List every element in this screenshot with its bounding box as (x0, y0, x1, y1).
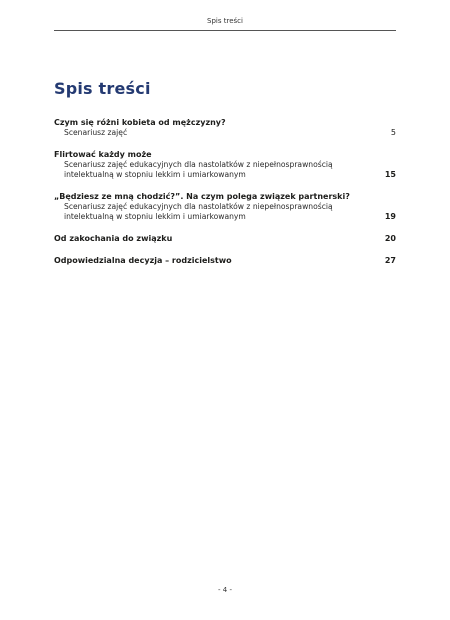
toc-entry-subtitle: Scenariusz zajęć edukacyjnych dla nastolatków z niepełnosprawnością (64, 160, 333, 169)
toc-entry-title: Od zakochania do związku (54, 234, 173, 243)
toc-entry-subtitle-line (54, 128, 396, 138)
toc-entry-subtitle-line (54, 202, 396, 212)
toc-entry-title: „Będziesz ze mną chodzić?”. Na czym polega związek partnerski? (54, 192, 350, 201)
toc-entry-page-number: 27 (384, 256, 396, 265)
toc-entry-title: Flirtować każdy może (54, 150, 152, 159)
toc-entry-page-number: 5 (390, 128, 396, 137)
header-rule (54, 30, 396, 31)
toc-title: Spis treści (54, 79, 151, 98)
toc-entry-title-line (54, 234, 396, 244)
toc-entry-title: Czym się różni kobieta od mężczyzny? (54, 118, 226, 127)
toc-list (54, 118, 396, 278)
toc-entry-title: Odpowiedzialna decyzja – rodzicielstwo (54, 256, 232, 265)
toc-entry[interactable] (54, 256, 396, 266)
toc-entry-title-line (54, 192, 396, 202)
toc-entry-subtitle: Scenariusz zajęć (64, 128, 128, 137)
toc-entry-page-number: 20 (384, 234, 396, 243)
toc-entry-subtitle: intelektualną w stopniu lekkim i umiarkowanym (64, 212, 246, 221)
toc-entry[interactable] (54, 234, 396, 244)
toc-entry-title-line (54, 256, 396, 266)
toc-entry-subtitle: Scenariusz zajęć edukacyjnych dla nastolatków z niepełnosprawnością (64, 202, 333, 211)
toc-entry-subtitle: intelektualną w stopniu lekkim i umiarkowanym (64, 170, 246, 179)
toc-entry-subtitle-line (54, 160, 396, 170)
toc-entry-subtitle-line (54, 212, 396, 222)
toc-entry-subtitle-line (54, 170, 396, 180)
toc-entry[interactable] (54, 192, 396, 222)
running-header: Spis treści (207, 17, 243, 25)
toc-entry-title-line (54, 118, 396, 128)
toc-entry[interactable] (54, 150, 396, 180)
toc-entry[interactable] (54, 118, 396, 138)
toc-entry-title-line (54, 150, 396, 160)
page-number: - 4 - (218, 586, 232, 594)
toc-entry-page-number: 19 (384, 212, 396, 221)
toc-entry-page-number: 15 (384, 170, 396, 179)
